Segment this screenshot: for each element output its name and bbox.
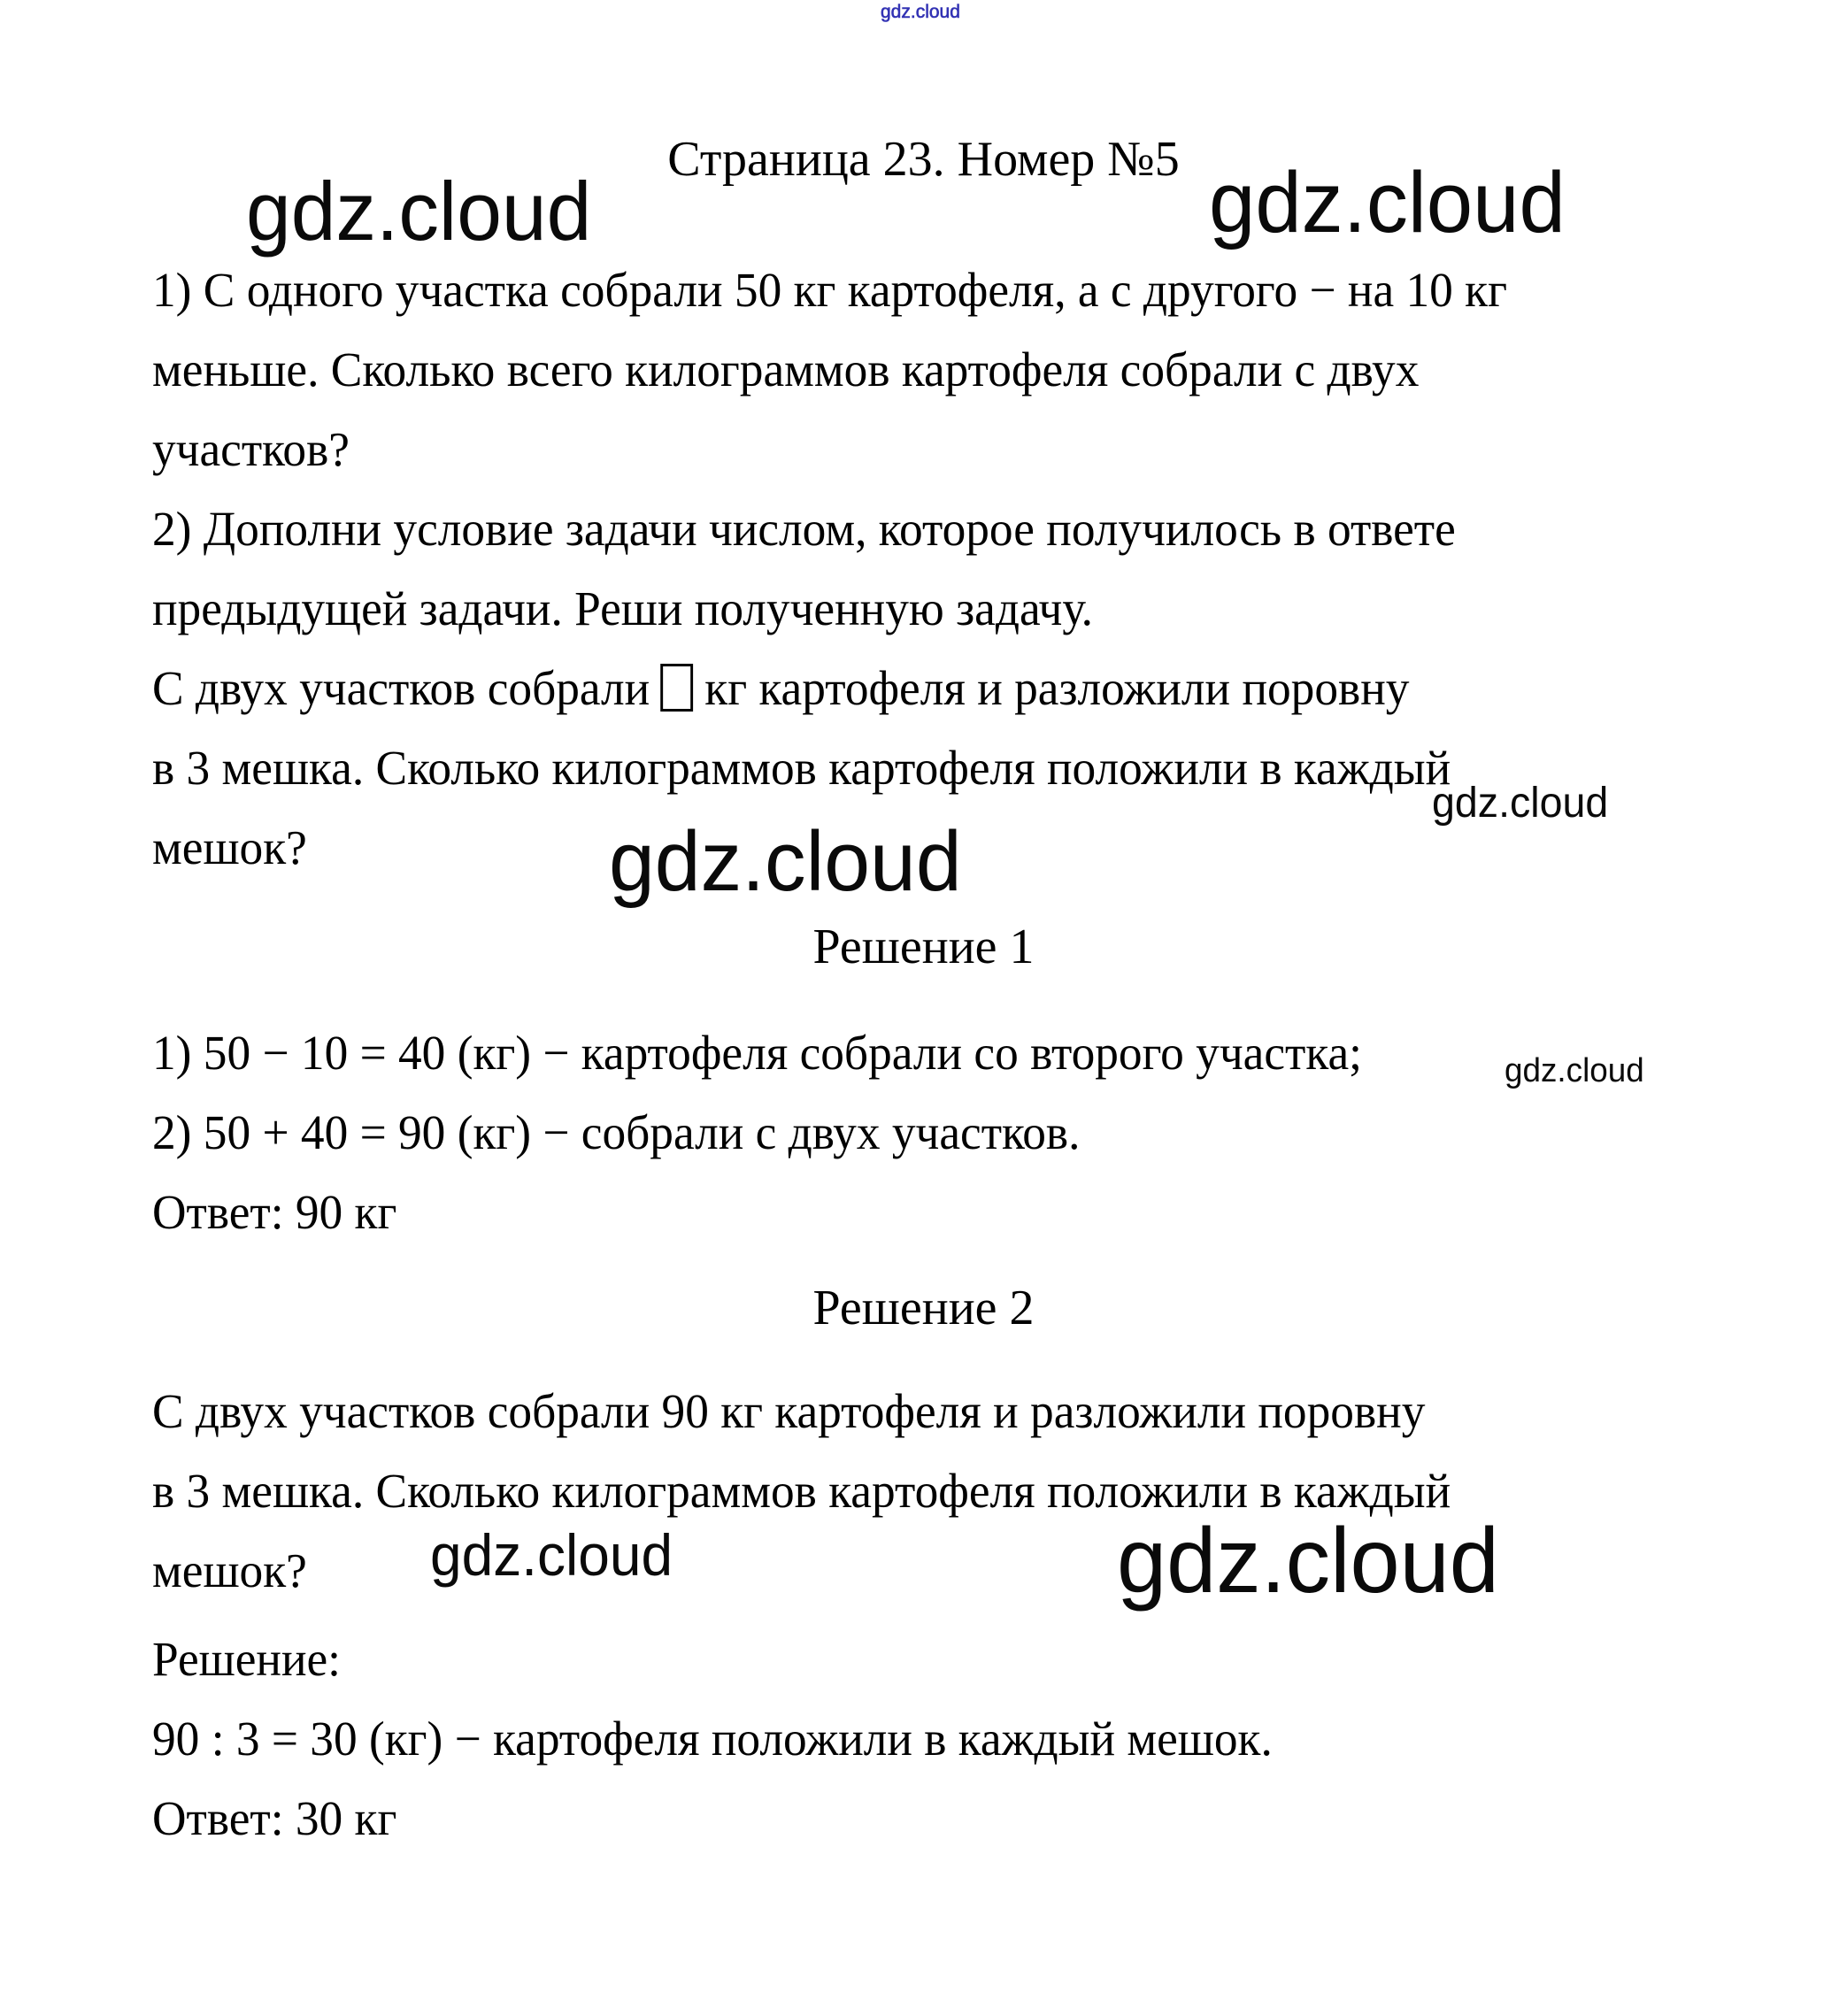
solution1-heading: Решение 1: [812, 920, 1035, 974]
watermark-bottom-right: gdz.cloud: [1117, 1510, 1499, 1612]
watermark-bottom-left: gdz.cloud: [430, 1522, 673, 1588]
problem-condition-line2: в 3 мешка. Сколько килограммов картофеля положили в каждый: [152, 741, 1451, 795]
watermark-top-left: gdz.cloud: [246, 165, 592, 258]
page-title: Страница 23. Номер №5: [667, 132, 1180, 187]
empty-box-symbol: [660, 664, 693, 712]
watermark-top-tiny: gdz.cloud: [881, 2, 960, 22]
solution2-solution-label: Решение:: [152, 1632, 342, 1686]
solution2-condition-line1: С двух участков собрали 90 кг картофеля и разложили поровну: [152, 1384, 1426, 1438]
solution2-answer: Ответ: 30 кг: [152, 1791, 397, 1845]
problem-part1-line3: участков?: [152, 422, 350, 476]
solution1-answer: Ответ: 90 кг: [152, 1185, 397, 1239]
problem-part1-line2: меньше. Сколько всего килограммов картофеля собрали с двух: [152, 342, 1420, 396]
problem-part2-line1: 2) Дополни условие задачи числом, которое получилось в ответе: [152, 502, 1456, 556]
watermark-mid-right: gdz.cloud: [1432, 780, 1609, 827]
condition-text-after-box: кг картофеля и разложили поровну: [704, 661, 1410, 715]
solution2-heading: Решение 2: [812, 1281, 1035, 1335]
problem-condition-line1: [152, 662, 1409, 715]
watermark-solution1-inline: gdz.cloud: [1505, 1052, 1644, 1089]
solution2-step: 90 : 3 = 30 (кг) − картофеля положили в каждый мешок.: [152, 1712, 1273, 1766]
watermark-top-right: gdz.cloud: [1209, 154, 1566, 250]
problem-part2-line2: предыдущей задачи. Реши полученную задачу.: [152, 581, 1094, 635]
problem-part1-line1: 1) С одного участка собрали 50 кг картофеля, а с другого − на 10 кг: [152, 263, 1507, 317]
solution2-condition-line3: мешок?: [152, 1543, 307, 1597]
solution1-step1: 1) 50 − 10 = 40 (кг) − картофеля собрали со второго участка;: [152, 1026, 1362, 1080]
condition-text-before-box: С двух участков собрали: [152, 661, 650, 715]
solution2-condition-line2: в 3 мешка. Сколько килограммов картофеля положили в каждый: [152, 1464, 1451, 1518]
problem-condition-line3: мешок?: [152, 820, 307, 874]
watermark-center-large: gdz.cloud: [609, 814, 962, 909]
solution1-step2: 2) 50 + 40 = 90 (кг) − собрали с двух участков.: [152, 1105, 1081, 1159]
